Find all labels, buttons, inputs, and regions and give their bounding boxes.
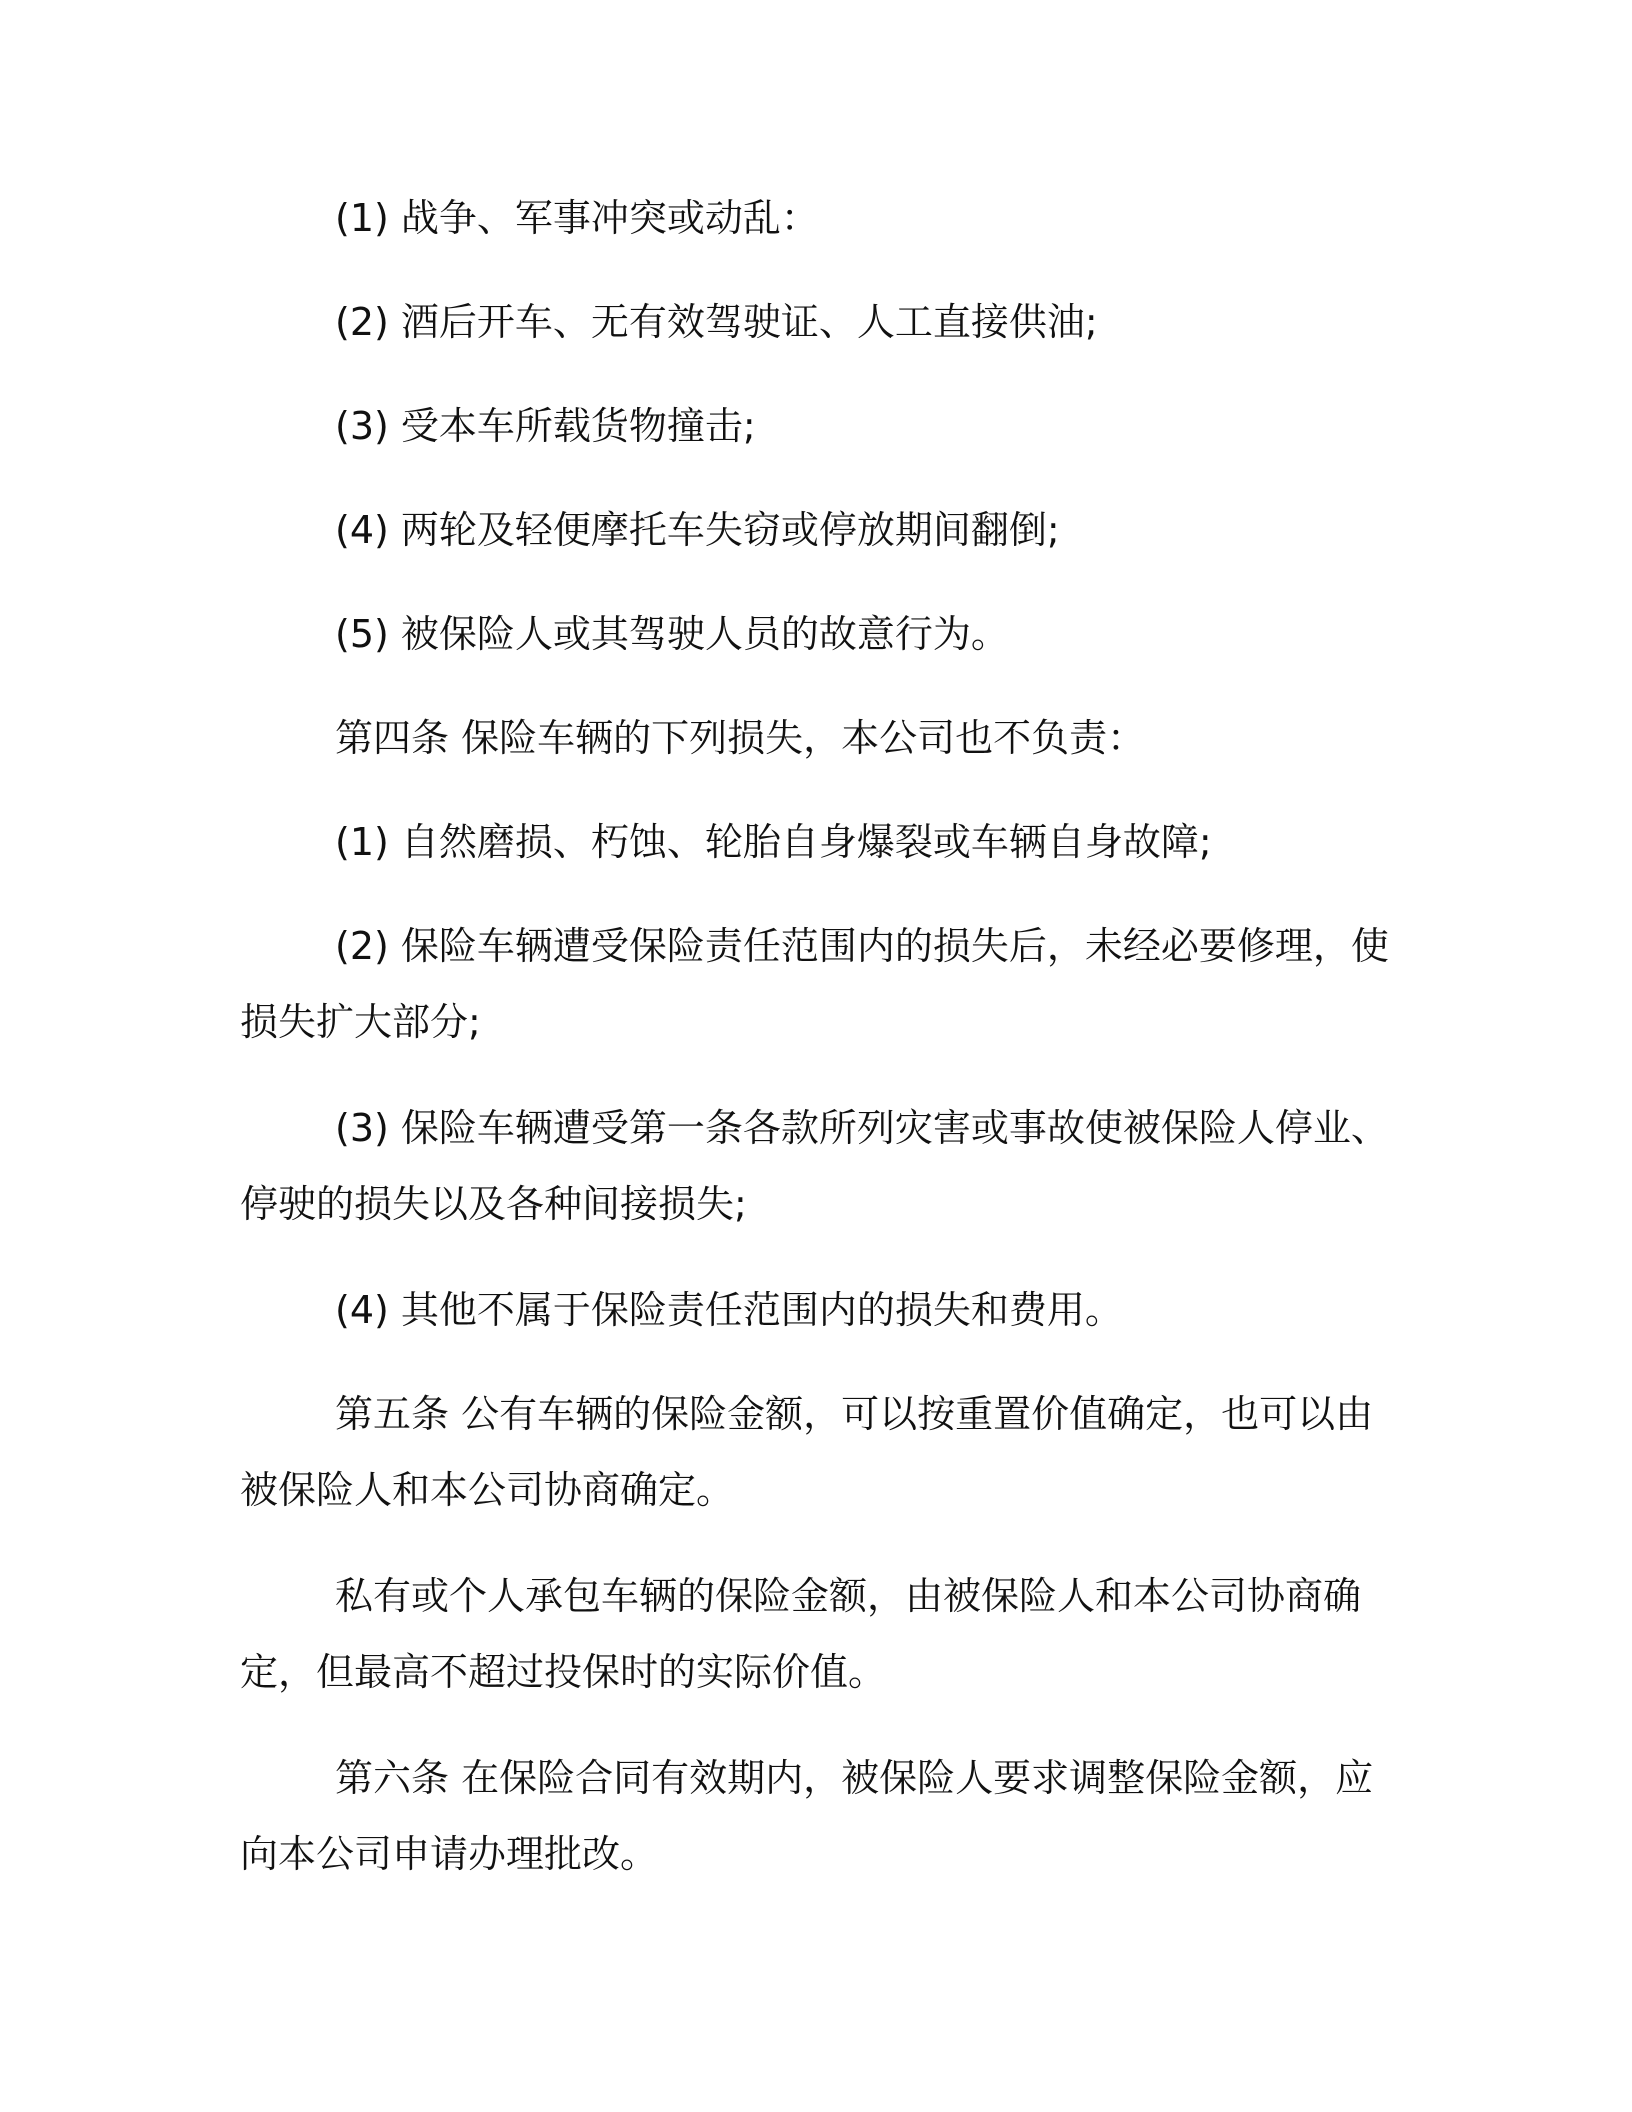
article-5-paragraph-1: 第五条 公有车辆的保险金额，可以按重置价值确定，也可以由被保险人和本公司协商确定。 xyxy=(240,1392,1374,1512)
exclusion-item-1: (1) 战争、军事冲突或动乱： xyxy=(335,196,819,240)
article-4-item-1: (1) 自然磨损、朽蚀、轮胎自身爆裂或车辆自身故障; xyxy=(335,820,1212,864)
article-4-item-2: (2) 保险车辆遭受保险责任范围内的损失后，未经必要修理，使损失扩大部分; xyxy=(240,924,1389,1044)
exclusion-item-2: (2) 酒后开车、无有效驾驶证、人工直接供油; xyxy=(335,300,1098,344)
article-5-paragraph-2: 私有或个人承包车辆的保险金额，由被保险人和本公司协商确定，但最高不超过投保时的实际价值。 xyxy=(240,1574,1362,1694)
article-4-item-4: (4) 其他不属于保险责任范围内的损失和费用。 xyxy=(335,1288,1123,1332)
article-4-heading: 第四条 保险车辆的下列损失，本公司也不负责： xyxy=(335,716,1146,760)
article-4-item-3: (3) 保险车辆遭受第一条各款所列灾害或事故使被保险人停业、停驶的损失以及各种间接损失; xyxy=(240,1106,1389,1226)
article-6-paragraph: 第六条 在保险合同有效期内，被保险人要求调整保险金额，应向本公司申请办理批改。 xyxy=(240,1756,1374,1876)
exclusion-item-4: (4) 两轮及轻便摩托车失窃或停放期间翻倒; xyxy=(335,508,1060,552)
exclusion-item-3: (3) 受本车所载货物撞击; xyxy=(335,404,756,448)
exclusion-item-5: (5) 被保险人或其驾驶人员的故意行为。 xyxy=(335,612,1009,656)
